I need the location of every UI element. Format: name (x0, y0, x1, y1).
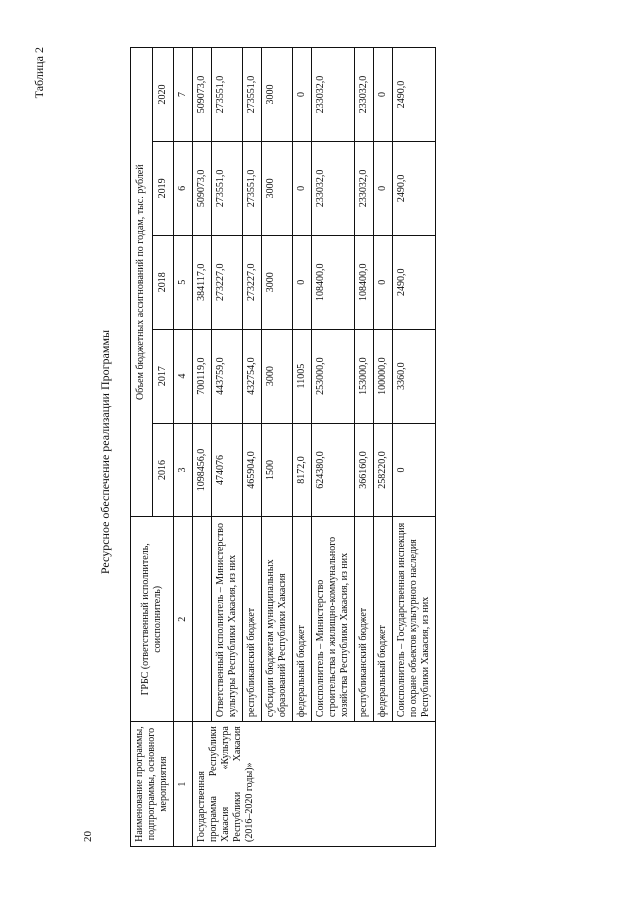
value-cell: 108400,0 (355, 235, 374, 329)
value-cell: 273551,0 (243, 48, 262, 142)
grbs-cell: субсидии бюджетам муниципальных образований Республики Хакасия (262, 517, 293, 722)
value-cell: 11005 (293, 329, 312, 423)
value-cell: 258220,0 (374, 423, 393, 517)
value-cell: 273551,0 (212, 48, 243, 142)
column-index: 4 (174, 329, 193, 423)
value-cell: 108400,0 (312, 235, 355, 329)
value-cell: 233032,0 (312, 48, 355, 142)
header-year: 2020 (152, 48, 174, 142)
value-cell: 432754,0 (243, 329, 262, 423)
grbs-cell: Ответственный исполнитель – Министерство культуры Республики Хакасия, из них (212, 517, 243, 722)
value-cell: 3000 (262, 235, 293, 329)
value-cell: 2490,0 (393, 48, 436, 142)
grbs-cell: Соисполнитель – Министерство строительства и жилищно-коммунального хозяйства Республики Хакасия, из них (312, 517, 355, 722)
value-cell: 3000 (262, 329, 293, 423)
grbs-cell: Соисполнитель – Государственная инспекция по охране объектов культурного наследия Республики Хакасия, из них (393, 517, 436, 722)
rotated-page-content (20, 27, 620, 877)
value-cell: 1500 (262, 423, 293, 517)
header-year: 2019 (152, 141, 174, 235)
value-cell: 0 (293, 235, 312, 329)
value-cell: 384117,0 (193, 235, 212, 329)
grbs-cell: федеральный бюджет (374, 517, 393, 722)
column-index: 3 (174, 423, 193, 517)
value-cell: 0 (374, 235, 393, 329)
header-volume: Объем бюджетных ассигнований по годам, тыс. рублей (131, 48, 153, 517)
header-year: 2018 (152, 235, 174, 329)
column-index: 7 (174, 48, 193, 142)
resource-table (130, 47, 436, 847)
column-index: 5 (174, 235, 193, 329)
table-label: Таблица 2 (32, 47, 46, 99)
value-cell: 1098456,0 (193, 423, 212, 517)
value-cell: 273551,0 (243, 141, 262, 235)
grbs-cell: республиканский бюджет (355, 517, 374, 722)
value-cell: 2490,0 (393, 141, 436, 235)
value-cell: 474076 (212, 423, 243, 517)
header-program-name: Наименование программы, подпрограммы, основного мероприятия (131, 722, 174, 847)
column-index: 6 (174, 141, 193, 235)
value-cell: 0 (293, 48, 312, 142)
value-cell: 3000 (262, 48, 293, 142)
column-index-row (174, 48, 193, 847)
value-cell: 0 (393, 423, 436, 517)
column-index: 1 (174, 722, 193, 847)
value-cell: 233032,0 (355, 48, 374, 142)
column-index: 2 (174, 517, 193, 722)
grbs-cell (193, 517, 212, 722)
header-grbs: ГРБС (ответственный исполнитель, соисполнитель) (131, 517, 174, 722)
value-cell: 0 (374, 48, 393, 142)
header-year: 2017 (152, 329, 174, 423)
value-cell: 253000,0 (312, 329, 355, 423)
value-cell: 0 (374, 141, 393, 235)
value-cell: 0 (293, 141, 312, 235)
value-cell: 3000 (262, 141, 293, 235)
header-year: 2016 (152, 423, 174, 517)
grbs-cell: федеральный бюджет (293, 517, 312, 722)
table-row (193, 48, 212, 847)
value-cell: 700119,0 (193, 329, 212, 423)
value-cell: 465904,0 (243, 423, 262, 517)
value-cell: 100000,0 (374, 329, 393, 423)
value-cell: 8172,0 (293, 423, 312, 517)
value-cell: 233032,0 (312, 141, 355, 235)
value-cell: 509073,0 (193, 141, 212, 235)
value-cell: 233032,0 (355, 141, 374, 235)
grbs-cell: республиканский бюджет (243, 517, 262, 722)
value-cell: 443759,0 (212, 329, 243, 423)
value-cell: 366160,0 (355, 423, 374, 517)
value-cell: 273227,0 (212, 235, 243, 329)
value-cell: 153000,0 (355, 329, 374, 423)
value-cell: 3360,0 (393, 329, 436, 423)
page-title: Ресурсное обеспечение реализации Программы (98, 329, 112, 575)
value-cell: 273227,0 (243, 235, 262, 329)
value-cell: 624380,0 (312, 423, 355, 517)
page-number: 20 (82, 831, 94, 842)
value-cell: 2490,0 (393, 235, 436, 329)
program-name-cell: Государственная программа Республики Хакасия «Культура Республики Хакасия (2016–2020 годы)» (193, 722, 436, 847)
value-cell: 273551,0 (212, 141, 243, 235)
value-cell: 509073,0 (193, 48, 212, 142)
